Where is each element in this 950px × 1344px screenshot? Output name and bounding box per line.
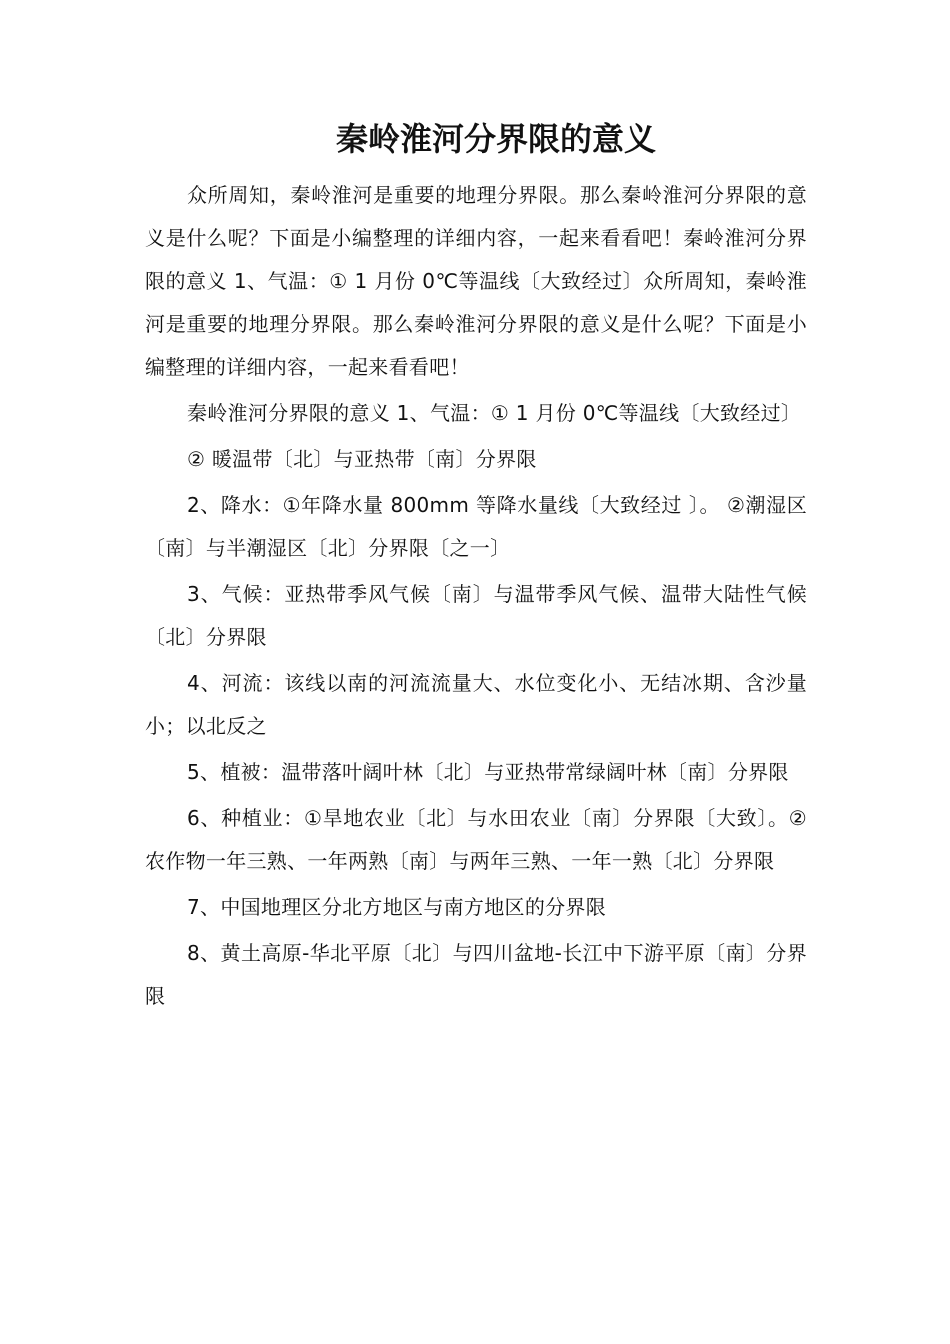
paragraph-climate: 3、气候：亚热带季风气候〔南〕与温带季风气候、温带大陆性气候〔北〕分界限 <box>145 582 807 649</box>
paragraph-climate-zone: ② 暖温带〔北〕与亚热带〔南〕分界限 <box>187 447 537 471</box>
paragraph-temperature: 秦岭淮河分界限的意义 1、气温：① 1 月份 0℃等温线〔大致经过〕 <box>187 401 802 425</box>
document-page <box>145 112 807 1018</box>
document-title: 秦岭淮河分界限的意义 <box>335 120 656 158</box>
paragraph-regions: 7、中国地理区分北方地区与南方地区的分界限 <box>187 895 607 919</box>
paragraph-precipitation: 2、降水：①年降水量 800mm 等降水量线〔大致经过 〕。 ②潮湿区〔南〕与半潮湿区〔北〕分界限〔之一〕 <box>145 493 807 560</box>
paragraph-terrain: 8、黄土高原-华北平原〔北〕与四川盆地-长江中下游平原〔南〕分界限 <box>145 941 807 1008</box>
paragraph-vegetation: 5、植被：温带落叶阔叶林〔北〕与亚热带常绿阔叶林〔南〕分界限 <box>187 760 789 784</box>
paragraph-intro: 众所周知，秦岭淮河是重要的地理分界限。那么秦岭淮河分界限的意义是什么呢？下面是小编整理的详细内容，一起来看看吧！秦岭淮河分界限的意义 1、气温：① 1 月份 0℃等温线〔大致经过〕众所周知，秦岭淮河是重要的地理分界限。那么秦岭淮河分界限的意义是什么呢？下面是小编整理的详细内容，一起来看看吧！ <box>145 183 807 379</box>
paragraph-rivers: 4、河流：该线以南的河流流量大、水位变化小、无结冰期、含沙量小；以北反之 <box>145 671 807 738</box>
paragraph-agriculture: 6、种植业：①旱地农业〔北〕与水田农业〔南〕分界限〔大致〕。②农作物一年三熟、一年两熟〔南〕与两年三熟、一年一熟〔北〕分界限 <box>145 806 807 873</box>
